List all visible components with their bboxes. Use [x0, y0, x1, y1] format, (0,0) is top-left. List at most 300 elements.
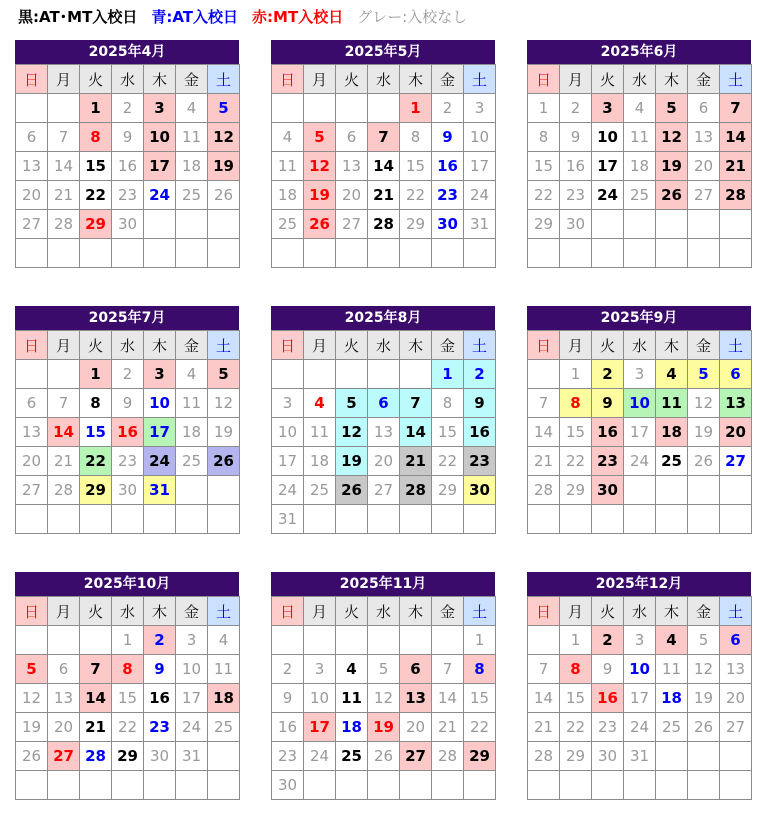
day-cell: 30 — [144, 742, 176, 771]
empty-cell — [336, 94, 368, 123]
month-grid — [271, 596, 496, 800]
empty-cell — [432, 626, 464, 655]
day-cell: 28 — [432, 742, 464, 771]
day-cell: 11 — [272, 152, 304, 181]
empty-cell — [688, 476, 720, 505]
empty-cell — [592, 239, 624, 268]
day-cell: 21 — [48, 181, 80, 210]
empty-cell — [144, 210, 176, 239]
empty-cell — [656, 742, 688, 771]
weekday-header: 木 — [400, 597, 432, 626]
day-cell: 6 — [16, 123, 48, 152]
empty-cell — [336, 626, 368, 655]
day-cell: 24 — [624, 447, 656, 476]
day-cell: 25 — [176, 181, 208, 210]
weekday-header: 金 — [432, 331, 464, 360]
day-cell: 11 — [624, 123, 656, 152]
month-title: 2025年8月 — [271, 306, 495, 330]
day-cell: 16 — [432, 152, 464, 181]
empty-cell — [656, 239, 688, 268]
day-cell: 17 — [592, 152, 624, 181]
empty-cell — [48, 626, 80, 655]
day-cell: 25 — [656, 447, 688, 476]
day-cell: 15 — [112, 684, 144, 713]
day-cell: 29 — [80, 210, 112, 239]
empty-cell — [592, 210, 624, 239]
empty-cell — [208, 476, 240, 505]
day-cell: 25 — [208, 713, 240, 742]
day-cell: 4 — [176, 360, 208, 389]
day-cell: 27 — [720, 447, 752, 476]
day-cell: 17 — [624, 684, 656, 713]
calendar-june — [527, 40, 751, 268]
day-cell: 23 — [464, 447, 496, 476]
weekday-header: 土 — [720, 597, 752, 626]
empty-cell — [272, 360, 304, 389]
day-cell: 9 — [432, 123, 464, 152]
day-cell: 30 — [560, 210, 592, 239]
day-cell: 2 — [144, 626, 176, 655]
day-cell: 6 — [336, 123, 368, 152]
empty-cell — [624, 210, 656, 239]
day-cell: 29 — [432, 476, 464, 505]
day-cell: 15 — [400, 152, 432, 181]
day-cell: 10 — [272, 418, 304, 447]
day-cell: 28 — [80, 742, 112, 771]
day-cell: 12 — [688, 389, 720, 418]
day-cell: 24 — [144, 447, 176, 476]
day-cell: 18 — [656, 684, 688, 713]
day-cell: 30 — [592, 742, 624, 771]
day-cell: 16 — [592, 684, 624, 713]
day-cell: 12 — [688, 655, 720, 684]
day-cell: 15 — [560, 418, 592, 447]
day-cell: 16 — [112, 418, 144, 447]
day-cell: 1 — [400, 94, 432, 123]
weekday-header: 土 — [464, 597, 496, 626]
month-grid — [271, 64, 496, 268]
empty-cell — [176, 771, 208, 800]
day-cell: 4 — [656, 626, 688, 655]
day-cell: 29 — [464, 742, 496, 771]
empty-cell — [272, 626, 304, 655]
day-cell: 26 — [368, 742, 400, 771]
empty-cell — [720, 505, 752, 534]
legend-at: 青:AT入校日 — [151, 8, 239, 26]
day-cell: 19 — [688, 684, 720, 713]
day-cell: 3 — [624, 626, 656, 655]
day-cell: 5 — [208, 360, 240, 389]
empty-cell — [48, 239, 80, 268]
day-cell: 28 — [720, 181, 752, 210]
weekday-header: 火 — [336, 65, 368, 94]
empty-cell — [176, 476, 208, 505]
day-cell: 28 — [528, 742, 560, 771]
month-title: 2025年6月 — [527, 40, 751, 64]
day-cell: 14 — [48, 418, 80, 447]
day-cell: 23 — [272, 742, 304, 771]
day-cell: 18 — [176, 152, 208, 181]
month-grid — [15, 596, 240, 800]
day-cell: 9 — [112, 123, 144, 152]
day-cell: 4 — [208, 626, 240, 655]
weekday-header: 土 — [720, 331, 752, 360]
weekday-header: 木 — [144, 331, 176, 360]
weekday-header: 水 — [368, 65, 400, 94]
day-cell: 11 — [304, 418, 336, 447]
day-cell: 19 — [208, 152, 240, 181]
day-cell: 14 — [368, 152, 400, 181]
day-cell: 14 — [400, 418, 432, 447]
day-cell: 4 — [176, 94, 208, 123]
weekday-header: 金 — [176, 65, 208, 94]
empty-cell — [48, 771, 80, 800]
day-cell: 28 — [48, 476, 80, 505]
calendar-may — [271, 40, 495, 268]
weekday-header: 木 — [144, 65, 176, 94]
day-cell: 24 — [624, 713, 656, 742]
weekday-header: 日 — [16, 65, 48, 94]
month-title: 2025年7月 — [15, 306, 239, 330]
day-cell: 5 — [304, 123, 336, 152]
day-cell: 1 — [464, 626, 496, 655]
weekday-header: 金 — [432, 65, 464, 94]
day-cell: 20 — [368, 447, 400, 476]
day-cell: 23 — [112, 181, 144, 210]
day-cell: 3 — [144, 360, 176, 389]
day-cell: 31 — [272, 505, 304, 534]
day-cell: 4 — [656, 360, 688, 389]
day-cell: 17 — [272, 447, 304, 476]
day-cell: 27 — [16, 476, 48, 505]
day-cell: 30 — [432, 210, 464, 239]
day-cell: 24 — [304, 742, 336, 771]
empty-cell — [176, 505, 208, 534]
day-cell: 14 — [432, 684, 464, 713]
day-cell: 8 — [400, 123, 432, 152]
empty-cell — [304, 626, 336, 655]
day-cell: 18 — [336, 713, 368, 742]
day-cell: 22 — [80, 181, 112, 210]
weekday-header: 月 — [560, 597, 592, 626]
day-cell: 31 — [176, 742, 208, 771]
day-cell: 18 — [272, 181, 304, 210]
empty-cell — [688, 742, 720, 771]
empty-cell — [80, 771, 112, 800]
day-cell: 15 — [528, 152, 560, 181]
day-cell: 10 — [624, 655, 656, 684]
empty-cell — [48, 94, 80, 123]
weekday-header: 日 — [16, 331, 48, 360]
month-title: 2025年11月 — [271, 572, 495, 596]
weekday-header: 日 — [528, 331, 560, 360]
day-cell: 8 — [80, 123, 112, 152]
empty-cell — [16, 360, 48, 389]
weekday-header: 水 — [624, 65, 656, 94]
day-cell: 22 — [560, 447, 592, 476]
day-cell: 6 — [16, 389, 48, 418]
day-cell: 29 — [560, 476, 592, 505]
month-grid — [527, 596, 752, 800]
weekday-header: 月 — [48, 597, 80, 626]
day-cell: 8 — [80, 389, 112, 418]
day-cell: 3 — [592, 94, 624, 123]
empty-cell — [528, 505, 560, 534]
empty-cell — [400, 239, 432, 268]
day-cell: 17 — [176, 684, 208, 713]
day-cell: 26 — [336, 476, 368, 505]
calendar-november — [271, 572, 495, 800]
empty-cell — [720, 210, 752, 239]
weekday-header: 日 — [16, 597, 48, 626]
weekday-header: 日 — [272, 331, 304, 360]
day-cell: 2 — [560, 94, 592, 123]
empty-cell — [304, 505, 336, 534]
day-cell: 13 — [16, 152, 48, 181]
empty-cell — [592, 771, 624, 800]
day-cell: 11 — [656, 389, 688, 418]
day-cell: 19 — [336, 447, 368, 476]
day-cell: 6 — [720, 626, 752, 655]
day-cell: 12 — [304, 152, 336, 181]
day-cell: 17 — [304, 713, 336, 742]
empty-cell — [16, 239, 48, 268]
empty-cell — [368, 771, 400, 800]
day-cell: 13 — [48, 684, 80, 713]
empty-cell — [400, 505, 432, 534]
day-cell: 23 — [560, 181, 592, 210]
day-cell: 5 — [16, 655, 48, 684]
empty-cell — [656, 505, 688, 534]
day-cell: 13 — [688, 123, 720, 152]
month-grid — [527, 64, 752, 268]
weekday-header: 土 — [464, 65, 496, 94]
empty-cell — [720, 239, 752, 268]
day-cell: 20 — [400, 713, 432, 742]
day-cell: 24 — [464, 181, 496, 210]
day-cell: 17 — [144, 152, 176, 181]
day-cell: 24 — [272, 476, 304, 505]
empty-cell — [400, 626, 432, 655]
weekday-header: 水 — [368, 597, 400, 626]
day-cell: 8 — [464, 655, 496, 684]
empty-cell — [400, 360, 432, 389]
month-title: 2025年9月 — [527, 306, 751, 330]
empty-cell — [176, 239, 208, 268]
day-cell: 8 — [560, 655, 592, 684]
day-cell: 24 — [176, 713, 208, 742]
day-cell: 12 — [656, 123, 688, 152]
day-cell: 1 — [80, 360, 112, 389]
day-cell: 11 — [176, 389, 208, 418]
day-cell: 16 — [464, 418, 496, 447]
day-cell: 13 — [16, 418, 48, 447]
day-cell: 14 — [528, 418, 560, 447]
weekday-header: 木 — [656, 65, 688, 94]
weekday-header: 金 — [688, 65, 720, 94]
day-cell: 4 — [624, 94, 656, 123]
weekday-header: 日 — [272, 597, 304, 626]
day-cell: 5 — [688, 626, 720, 655]
empty-cell — [272, 239, 304, 268]
day-cell: 3 — [272, 389, 304, 418]
day-cell: 14 — [720, 123, 752, 152]
day-cell: 29 — [80, 476, 112, 505]
day-cell: 12 — [208, 389, 240, 418]
day-cell: 2 — [272, 655, 304, 684]
day-cell: 6 — [400, 655, 432, 684]
day-cell: 1 — [560, 626, 592, 655]
empty-cell — [432, 771, 464, 800]
day-cell: 23 — [592, 713, 624, 742]
weekday-header: 土 — [208, 597, 240, 626]
day-cell: 31 — [144, 476, 176, 505]
month-title: 2025年10月 — [15, 572, 239, 596]
weekday-header: 月 — [560, 331, 592, 360]
weekday-header: 火 — [592, 597, 624, 626]
day-cell: 29 — [400, 210, 432, 239]
calendar-december — [527, 572, 751, 800]
day-cell: 23 — [592, 447, 624, 476]
empty-cell — [368, 239, 400, 268]
day-cell: 3 — [144, 94, 176, 123]
empty-cell — [464, 239, 496, 268]
day-cell: 20 — [48, 713, 80, 742]
day-cell: 15 — [80, 418, 112, 447]
day-cell: 27 — [400, 742, 432, 771]
day-cell: 24 — [592, 181, 624, 210]
empty-cell — [208, 239, 240, 268]
empty-cell — [560, 505, 592, 534]
day-cell: 23 — [112, 447, 144, 476]
empty-cell — [208, 505, 240, 534]
weekday-header: 金 — [176, 597, 208, 626]
day-cell: 6 — [688, 94, 720, 123]
empty-cell — [304, 360, 336, 389]
day-cell: 16 — [560, 152, 592, 181]
day-cell: 4 — [336, 655, 368, 684]
day-cell: 8 — [528, 123, 560, 152]
day-cell: 2 — [592, 360, 624, 389]
day-cell: 10 — [176, 655, 208, 684]
empty-cell — [304, 771, 336, 800]
weekday-header: 水 — [368, 331, 400, 360]
empty-cell — [176, 210, 208, 239]
legend-none: グレー:入校なし — [357, 8, 468, 26]
day-cell: 1 — [560, 360, 592, 389]
empty-cell — [208, 210, 240, 239]
day-cell: 25 — [176, 447, 208, 476]
day-cell: 21 — [720, 152, 752, 181]
weekday-header: 日 — [528, 597, 560, 626]
day-cell: 17 — [144, 418, 176, 447]
day-cell: 19 — [688, 418, 720, 447]
weekday-header: 水 — [112, 597, 144, 626]
empty-cell — [208, 742, 240, 771]
day-cell: 18 — [176, 418, 208, 447]
day-cell: 9 — [560, 123, 592, 152]
day-cell: 19 — [304, 181, 336, 210]
day-cell: 28 — [528, 476, 560, 505]
day-cell: 5 — [368, 655, 400, 684]
weekday-header: 木 — [400, 65, 432, 94]
month-title: 2025年12月 — [527, 572, 751, 596]
day-cell: 11 — [176, 123, 208, 152]
day-cell: 21 — [368, 181, 400, 210]
day-cell: 31 — [464, 210, 496, 239]
day-cell: 2 — [592, 626, 624, 655]
day-cell: 5 — [656, 94, 688, 123]
day-cell: 20 — [688, 152, 720, 181]
day-cell: 16 — [112, 152, 144, 181]
empty-cell — [624, 505, 656, 534]
empty-cell — [400, 771, 432, 800]
empty-cell — [80, 626, 112, 655]
empty-cell — [624, 239, 656, 268]
empty-cell — [720, 476, 752, 505]
day-cell: 27 — [720, 713, 752, 742]
day-cell: 25 — [336, 742, 368, 771]
day-cell: 22 — [464, 713, 496, 742]
day-cell: 20 — [16, 447, 48, 476]
day-cell: 6 — [720, 360, 752, 389]
day-cell: 13 — [720, 655, 752, 684]
weekday-header: 火 — [592, 331, 624, 360]
day-cell: 29 — [112, 742, 144, 771]
empty-cell — [304, 239, 336, 268]
weekday-header: 金 — [688, 597, 720, 626]
day-cell: 1 — [112, 626, 144, 655]
day-cell: 7 — [48, 123, 80, 152]
weekday-header: 月 — [304, 597, 336, 626]
empty-cell — [624, 476, 656, 505]
day-cell: 6 — [368, 389, 400, 418]
day-cell: 10 — [144, 389, 176, 418]
day-cell: 25 — [656, 713, 688, 742]
day-cell: 21 — [432, 713, 464, 742]
empty-cell — [112, 771, 144, 800]
day-cell: 9 — [592, 389, 624, 418]
month-grid — [15, 330, 240, 534]
empty-cell — [80, 505, 112, 534]
empty-cell — [16, 505, 48, 534]
day-cell: 9 — [144, 655, 176, 684]
day-cell: 26 — [16, 742, 48, 771]
day-cell: 12 — [336, 418, 368, 447]
weekday-header: 火 — [336, 331, 368, 360]
day-cell: 7 — [528, 655, 560, 684]
day-cell: 18 — [208, 684, 240, 713]
day-cell: 30 — [112, 210, 144, 239]
empty-cell — [304, 94, 336, 123]
day-cell: 26 — [688, 447, 720, 476]
empty-cell — [48, 505, 80, 534]
day-cell: 21 — [400, 447, 432, 476]
weekday-header: 火 — [592, 65, 624, 94]
weekday-header: 土 — [208, 331, 240, 360]
day-cell: 14 — [48, 152, 80, 181]
day-cell: 21 — [48, 447, 80, 476]
day-cell: 19 — [656, 152, 688, 181]
day-cell: 9 — [112, 389, 144, 418]
empty-cell — [368, 360, 400, 389]
day-cell: 9 — [272, 684, 304, 713]
day-cell: 11 — [656, 655, 688, 684]
day-cell: 21 — [80, 713, 112, 742]
legend — [18, 5, 481, 29]
day-cell: 17 — [464, 152, 496, 181]
empty-cell — [720, 771, 752, 800]
